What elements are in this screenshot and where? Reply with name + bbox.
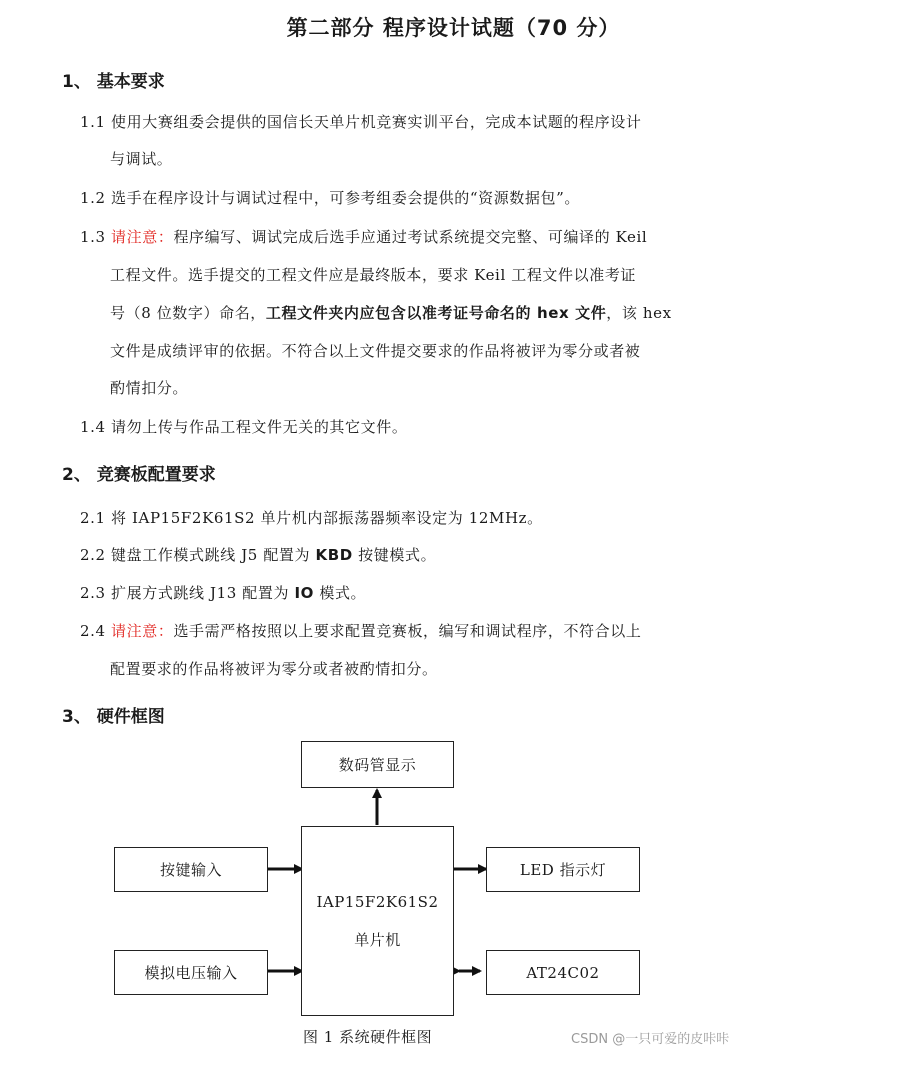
analog-label: 模拟电压输入: [144, 964, 238, 982]
section-heading-board-config: 2、 竞赛板配置要求: [62, 465, 216, 485]
item-text: 2.3 扩展方式跳线 J13 配置为: [80, 584, 295, 602]
mcu-model-label: IAP15F2K61S2: [316, 893, 439, 911]
eeprom-label: AT24C02: [526, 963, 600, 982]
item-text: 号（8 位数字）命名，: [110, 304, 266, 322]
keys-label: 按键输入: [159, 861, 222, 879]
notice-label: 请注意：: [111, 622, 174, 640]
bold-mode: KBD: [315, 546, 353, 564]
figure-caption: 图 1 系统硬件框图: [303, 1028, 433, 1046]
led-block: [486, 847, 640, 892]
item-number: 2.4: [80, 622, 112, 640]
item-1-1-line1: 1.1 使用大赛组委会提供的国信长天单片机竞赛实训平台，完成本试题的程序设计: [80, 113, 642, 131]
item-2-1: 2.1 将 IAP15F2K61S2 单片机内部振荡器频率设定为 12MHz。: [80, 509, 543, 527]
section-heading-basic-requirements: 1、 基本要求: [62, 72, 165, 92]
notice-label: 请注意：: [111, 228, 174, 246]
item-text: 程序编写、调试完成后选手应通过考试系统提交完整、可编译的 Keil: [173, 228, 648, 246]
item-1-1-line2: 与调试。: [110, 150, 173, 168]
item-text: 选手需严格按照以上要求配置竞赛板，编写和调试程序，不符合以上: [173, 622, 642, 640]
mcu-block: [301, 826, 454, 1016]
item-1-3-line5: 酌情扣分。: [110, 379, 189, 397]
item-1-4: 1.4 请勿上传与作品工程文件无关的其它文件。: [80, 418, 408, 436]
item-1-3-line4: 文件是成绩评审的依据。不符合以上文件提交要求的作品将被评为零分或者被: [110, 342, 641, 360]
item-1-3-line2: 工程文件。选手提交的工程文件应是最终版本，要求 Keil 工程文件以准考证: [110, 266, 637, 284]
eeprom-block: [486, 950, 640, 995]
led-label: LED 指示灯: [519, 861, 607, 879]
analog-input-block: [114, 950, 268, 995]
bold-requirement: 工程文件夹内应包含以准考证号命名的 hex 文件: [265, 304, 607, 322]
display-block: [301, 741, 454, 788]
item-2-4-line2: 配置要求的作品将被评为零分或者被酌情扣分。: [110, 660, 438, 678]
bold-mode: IO: [294, 584, 314, 602]
mcu-type-label: 单片机: [354, 931, 401, 949]
watermark: CSDN @一只可爱的皮咔咔: [571, 1032, 730, 1047]
keys-block: [114, 847, 268, 892]
page-title: 第二部分 程序设计试题（70 分）: [286, 16, 621, 40]
item-number: 1.3: [80, 228, 112, 246]
item-1-2: 1.2 选手在程序设计与调试过程中，可参考组委会提供的“资源数据包”。: [80, 189, 580, 207]
item-text: 模式。: [313, 584, 367, 602]
display-label: 数码管显示: [338, 756, 417, 774]
item-text: ，该 hex: [606, 304, 672, 322]
item-text: 按键模式。: [352, 546, 437, 564]
item-text: 2.2 键盘工作模式跳线 J5 配置为: [80, 546, 316, 564]
section-heading-hardware-diagram: 3、 硬件框图: [62, 707, 165, 727]
